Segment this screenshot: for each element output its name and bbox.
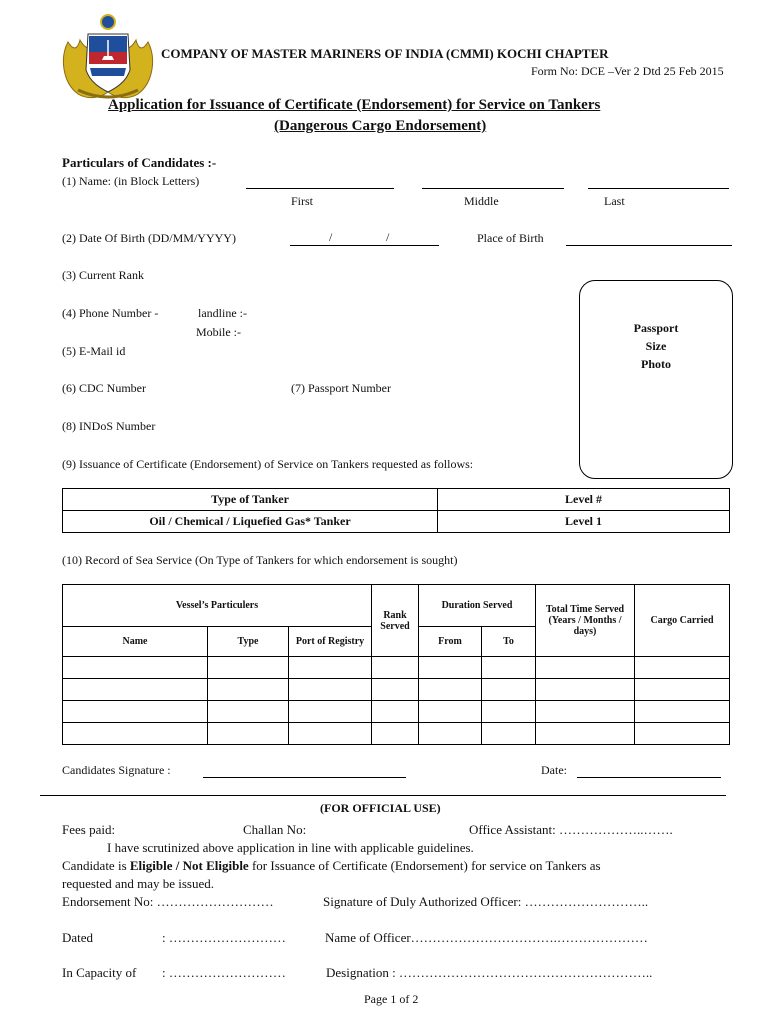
table-cell[interactable] xyxy=(208,701,289,723)
dob-field[interactable] xyxy=(290,245,439,246)
table-cell[interactable] xyxy=(289,723,372,745)
table-cell[interactable] xyxy=(482,723,536,745)
table-row xyxy=(63,723,730,745)
table-cell[interactable] xyxy=(63,657,208,679)
page-number: Page 1 of 2 xyxy=(364,992,419,1006)
form-subtitle: (Dangerous Cargo Endorsement) xyxy=(274,118,487,134)
table-row xyxy=(63,679,730,701)
form-title: Application for Issuance of Certificate (Endorsement) for Service on Tankers xyxy=(108,97,601,113)
table-cell[interactable] xyxy=(482,657,536,679)
table-cell[interactable] xyxy=(372,657,419,679)
capacity-label: In Capacity of xyxy=(62,965,137,980)
table-cell[interactable] xyxy=(63,723,208,745)
office-assistant-label: Office Assistant: ………………..……. xyxy=(469,822,673,837)
port-of-registry-header: Port of Registry xyxy=(289,627,372,657)
eligibility-choice[interactable]: Eligible / Not Eligible xyxy=(129,858,249,873)
dob-label: (2) Date Of Birth (DD/MM/YYYY) xyxy=(62,231,236,245)
table-cell[interactable] xyxy=(419,657,482,679)
tanker-level-table xyxy=(62,488,730,533)
sea-service-label: (10) Record of Sea Service (On Type of Tankers for which endorsement is sought) xyxy=(62,553,458,567)
table-cell[interactable] xyxy=(536,657,635,679)
table-cell[interactable] xyxy=(536,723,635,745)
capacity-field: : ……………………… xyxy=(162,965,286,980)
dated-field: : ……………………… xyxy=(162,930,286,945)
photo-caption-line: Passport xyxy=(633,321,679,335)
table-cell[interactable] xyxy=(63,701,208,723)
table-cell[interactable] xyxy=(635,657,730,679)
table-cell[interactable] xyxy=(208,679,289,701)
total-time-header: Total Time Served (Years / Months / days) xyxy=(536,585,635,657)
candidate-signature-field[interactable] xyxy=(203,777,406,778)
passport-number-label: (7) Passport Number xyxy=(291,381,391,395)
table-cell[interactable] xyxy=(536,679,635,701)
mobile-label: Mobile :- xyxy=(196,325,241,339)
scrutinized-statement: I have scrutinized above application in line with applicable guidelines. xyxy=(107,840,474,855)
level-header: Level # xyxy=(438,489,730,511)
table-cell[interactable] xyxy=(372,723,419,745)
vessel-type-header: Type xyxy=(208,627,289,657)
date-field[interactable] xyxy=(577,777,721,778)
date-label: Date: xyxy=(541,763,567,777)
from-header: From xyxy=(419,627,482,657)
cmmi-crest-logo xyxy=(58,12,158,100)
tanker-type-header: Type of Tanker xyxy=(63,489,438,511)
photo-caption-line: Size xyxy=(645,339,667,353)
indos-label: (8) INDoS Number xyxy=(62,419,156,433)
table-row xyxy=(63,657,730,679)
to-header: To xyxy=(482,627,536,657)
photo-caption-line: Photo xyxy=(641,357,671,371)
vessel-particulars-header: Vessel’s Particulers xyxy=(63,585,372,627)
dob-separator-2: / xyxy=(386,230,390,244)
table-cell[interactable] xyxy=(289,701,372,723)
middle-caption: Middle xyxy=(464,194,499,208)
vessel-name-header: Name xyxy=(63,627,208,657)
officer-name-label: Name of Officer…………………………….………………… xyxy=(325,930,648,945)
table-cell[interactable] xyxy=(372,679,419,701)
table-cell[interactable] xyxy=(419,723,482,745)
designation-label: Designation : ………………………………………………….. xyxy=(326,965,653,980)
table-cell[interactable] xyxy=(635,679,730,701)
dated-label: Dated xyxy=(62,930,94,945)
name-label: (1) Name: (in Block Letters) xyxy=(62,174,200,188)
cargo-carried-header: Cargo Carried xyxy=(635,585,730,657)
official-use-heading: (FOR OFFICIAL USE) xyxy=(320,801,441,815)
passport-photo-box xyxy=(579,280,733,479)
table-cell[interactable] xyxy=(482,701,536,723)
tanker-type-options[interactable]: Oil / Chemical / Liquefied Gas* Tanker xyxy=(63,511,438,533)
organization-name: COMPANY OF MASTER MARINERS OF INDIA (CMMI) KOCHI CHAPTER xyxy=(161,46,609,61)
table-cell[interactable] xyxy=(289,679,372,701)
requested-statement: requested and may be issued. xyxy=(62,876,214,891)
table-row xyxy=(63,701,730,723)
rank-served-header: Rank Served xyxy=(372,585,419,657)
table-cell[interactable] xyxy=(419,679,482,701)
fees-paid-label: Fees paid: xyxy=(62,822,116,837)
endorsement-number-label: Endorsement No: ……………………… xyxy=(62,894,274,909)
current-rank-label: (3) Current Rank xyxy=(62,268,144,282)
table-cell[interactable] xyxy=(419,701,482,723)
officer-signature-label: Signature of Duly Authorized Officer: ……………………….. xyxy=(323,894,649,909)
first-caption: First xyxy=(291,194,314,208)
last-name-field[interactable] xyxy=(588,188,729,189)
sea-service-table xyxy=(62,584,730,745)
table-cell[interactable] xyxy=(289,657,372,679)
table-cell[interactable] xyxy=(536,701,635,723)
challan-label: Challan No: xyxy=(243,822,307,837)
place-of-birth-label: Place of Birth xyxy=(477,231,544,245)
duration-served-header: Duration Served xyxy=(419,585,536,627)
section-divider xyxy=(40,795,726,796)
candidate-is-text: Candidate is xyxy=(62,858,127,873)
cdc-label: (6) CDC Number xyxy=(62,381,146,395)
eligibility-statement xyxy=(62,858,601,874)
first-name-field[interactable] xyxy=(246,188,394,189)
place-of-birth-field[interactable] xyxy=(566,245,732,246)
eligibility-rest-text: for Issuance of Certificate (Endorsement) for service on Tankers as xyxy=(251,858,601,873)
email-label: (5) E-Mail id xyxy=(62,344,126,358)
particulars-heading: Particulars of Candidates :- xyxy=(62,155,217,170)
table-cell[interactable] xyxy=(635,723,730,745)
form-number: Form No: DCE –Ver 2 Dtd 25 Feb 2015 xyxy=(531,64,724,78)
middle-name-field[interactable] xyxy=(422,188,564,189)
tanker-level-value: Level 1 xyxy=(438,511,730,533)
table-cell[interactable] xyxy=(372,701,419,723)
table-cell[interactable] xyxy=(208,723,289,745)
table-cell[interactable] xyxy=(482,679,536,701)
table-cell[interactable] xyxy=(208,657,289,679)
phone-label: (4) Phone Number - xyxy=(62,306,159,320)
table-cell[interactable] xyxy=(635,701,730,723)
landline-label: landline :- xyxy=(198,306,247,320)
dob-separator-1: / xyxy=(329,230,333,244)
issuance-label: (9) Issuance of Certificate (Endorsement) of Service on Tankers requested as follows: xyxy=(62,457,474,471)
candidate-signature-label: Candidates Signature : xyxy=(62,763,171,777)
table-cell[interactable] xyxy=(63,679,208,701)
last-caption: Last xyxy=(604,194,625,208)
